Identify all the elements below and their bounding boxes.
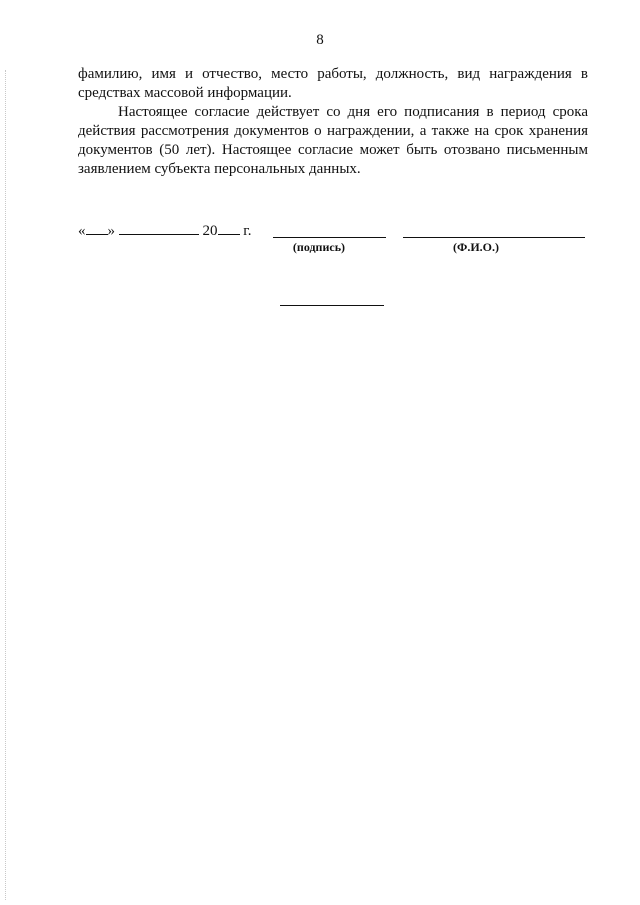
- date-field: [78, 220, 251, 240]
- paragraph-consent-validity: Настоящее согласие действует со дня его подписания в период срока действия рассмотрения документов о награждении, а также на срок хранения документов (50 лет). Настоящее согласие может быть отозвано письменным заявлением субъекта персональных данных.: [78, 104, 588, 177]
- year-blank: [218, 220, 240, 235]
- open-quote: «: [78, 223, 86, 239]
- close-quote: »: [107, 223, 115, 239]
- year-suffix: г.: [243, 223, 252, 239]
- document-body: [78, 65, 588, 179]
- signature-caption: (подпись): [292, 240, 346, 254]
- page-number: 8: [316, 32, 324, 48]
- scan-margin-marks: [5, 70, 8, 900]
- full-name-line: [403, 236, 585, 238]
- year-prefix: 20: [202, 223, 218, 239]
- day-blank: [86, 220, 108, 235]
- paragraph-continuation: фамилию, имя и отчество, место работы, должность, вид награждения в средствах массовой информации.: [78, 66, 588, 101]
- signature-line: [273, 236, 386, 238]
- full-name-caption: (Ф.И.О.): [453, 240, 499, 254]
- month-blank: [119, 220, 199, 235]
- closing-rule: [280, 305, 384, 306]
